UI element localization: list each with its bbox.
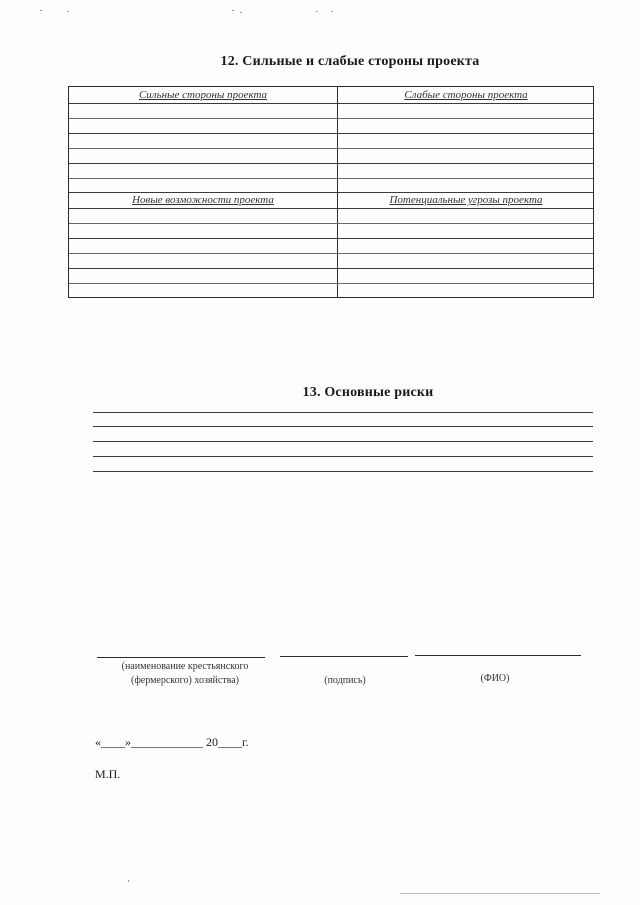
table-row-line (69, 178, 593, 179)
scan-artifact (232, 10, 234, 11)
scan-artifact (331, 11, 333, 12)
risk-entry-line (93, 426, 593, 427)
risk-entry-line (93, 441, 593, 442)
full-name-caption: (ФИО) (480, 673, 510, 684)
scan-artifact (400, 893, 600, 894)
table-row-line (69, 208, 593, 209)
section-13-title: 13. Основные риски (302, 385, 434, 400)
table-row-line (69, 148, 593, 149)
table-row-line (69, 192, 593, 193)
risk-entry-line (93, 456, 593, 457)
organization-caption-line-2: (фермерского) хозяйства) (130, 675, 240, 686)
section-12-title: 12. Сильные и слабые стороны проекта (220, 54, 480, 69)
risk-entry-line (93, 412, 593, 413)
scan-artifact (316, 11, 318, 12)
table-row-line (69, 133, 593, 134)
scan-artifact (128, 880, 129, 882)
table-row-line (69, 283, 593, 284)
table-row-line (69, 223, 593, 224)
opportunities-header: Новые возможности проекта (132, 194, 274, 206)
stamp-placeholder: М.П. (95, 767, 121, 781)
table-row-line (69, 118, 593, 119)
organization-caption (97, 660, 273, 688)
swot-table (68, 86, 594, 298)
risk-entry-line (93, 471, 593, 472)
date-field: «____»____________ 20____г. (95, 735, 249, 749)
table-row-line (69, 268, 593, 269)
scan-artifact (67, 11, 69, 12)
table-row-line (69, 238, 593, 239)
signature-line (280, 656, 408, 657)
weaknesses-header: Слабые стороны проекта (404, 89, 528, 101)
organization-signature-line (97, 657, 265, 658)
table-row-line (69, 163, 593, 164)
table-row-line (69, 103, 593, 104)
threats-header: Потенциальные угрозы проекта (389, 194, 543, 206)
full-name-line (415, 655, 581, 656)
scan-artifact (240, 12, 242, 13)
strengths-header: Сильные стороны проекта (138, 89, 268, 101)
table-row-line (69, 253, 593, 254)
signature-caption: (подпись) (324, 675, 366, 686)
organization-caption-line-1: (наименование крестьянского (121, 661, 249, 672)
scan-artifact (40, 10, 42, 11)
